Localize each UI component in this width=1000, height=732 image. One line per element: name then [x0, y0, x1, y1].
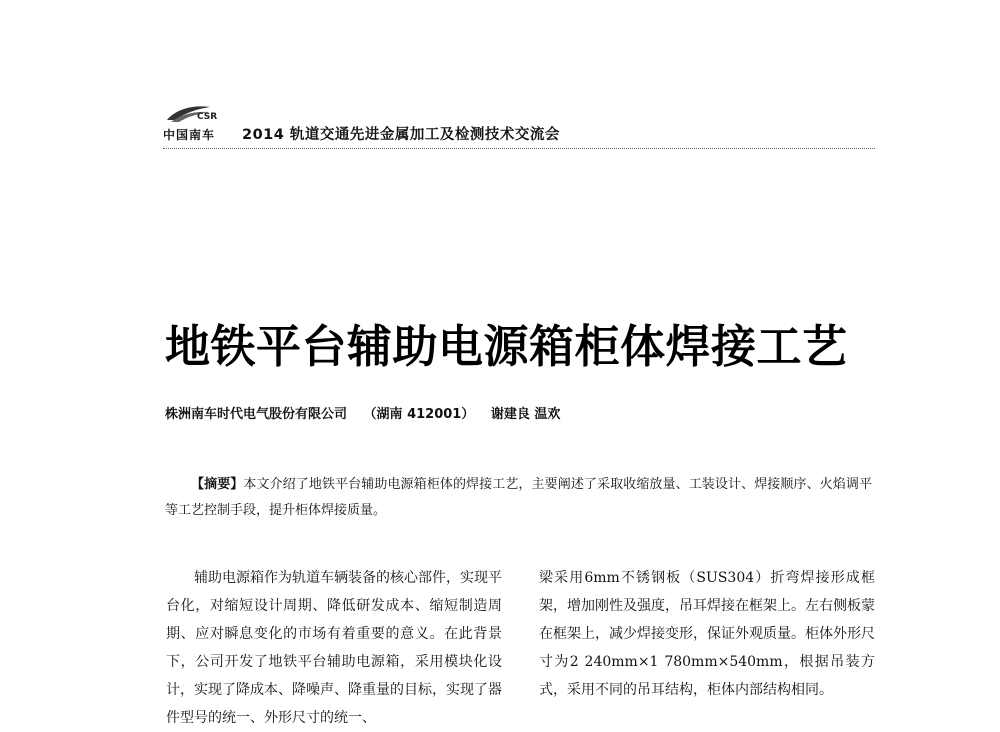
running-header	[163, 104, 875, 154]
body-column-right	[539, 564, 875, 704]
body-column-left	[166, 564, 502, 732]
paper-title: 地铁平台辅助电源箱柜体焊接工艺	[165, 320, 848, 373]
abstract-text: 本文介绍了地铁平台辅助电源箱柜体的焊接工艺，主要阐述了采取收缩放量、工装设计、焊接顺序、火焰调平等工艺控制手段，提升柜体焊接质量。	[165, 477, 872, 518]
abstract	[165, 472, 872, 524]
csr-logo	[163, 104, 233, 148]
logo-chinese-text: 中国南车	[163, 128, 216, 142]
body-paragraph: 辅助电源箱作为轨道车辆装备的核心部件，实现平台化，对缩短设计周期、降低研发成本、缩短制造周期、应对瞬息变化的市场有着重要的意义。在此背景下，公司开发了地铁平台辅助电源箱，采用模块化设计，实现了降成本、降噪声、降重量的目标，实现了器件型号的统一、外形尺寸的统一、	[166, 570, 502, 726]
abstract-label: 【摘要】	[191, 477, 244, 492]
header-divider	[163, 148, 875, 149]
location: （湖南 412001）	[363, 407, 475, 422]
affiliation: 株洲南车时代电气股份有限公司	[165, 407, 348, 422]
author-names: 谢建良 温欢	[490, 407, 561, 422]
author-line	[165, 403, 572, 422]
conference-title: 2014 轨道交通先进金属加工及检测技术交流会	[242, 127, 560, 143]
logo-latin-text: CSR	[197, 112, 218, 122]
body-paragraph: 梁采用6mm不锈钢板（SUS304）折弯焊接形成框架，增加刚性及强度，吊耳焊接在框架上。左右侧板蒙在框架上，减少焊接变形，保证外观质量。柜体外形尺寸为2 240mm×1 780mm×540mm，根据吊装方式，采用不同的吊耳结构，柜体内部结构相同。	[539, 570, 875, 698]
